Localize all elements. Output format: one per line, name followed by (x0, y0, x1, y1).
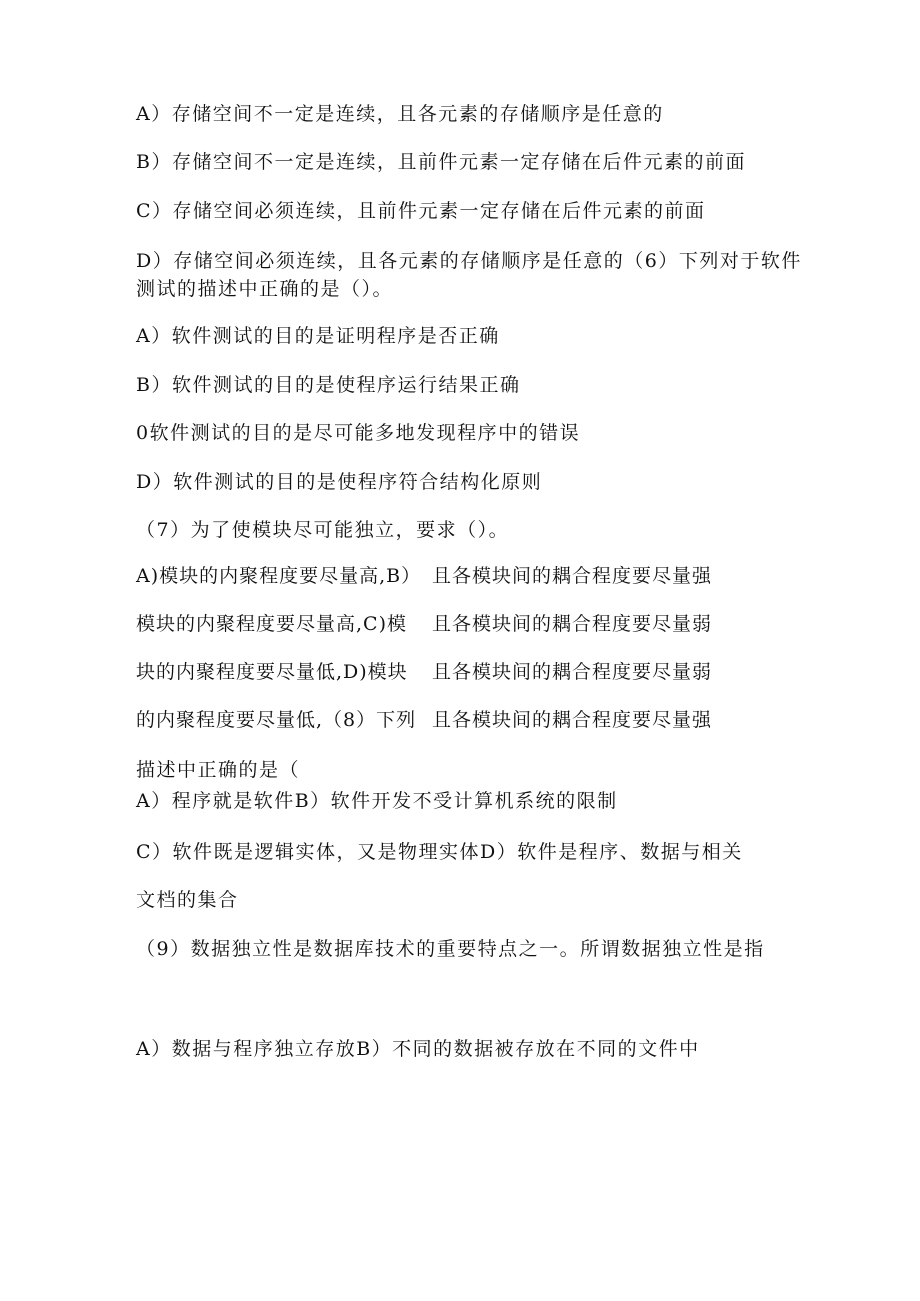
q7-right-line-3: 且各模块间的耦合程度要尽量弱 (432, 661, 713, 683)
question-8-continuation: 描述中正确的是（ (136, 759, 301, 781)
option-b-line: B）存储空间不一定是连续，且前件元素一定存储在后件元素的前面 (136, 151, 746, 173)
q7-right-line-1: 且各模块间的耦合程度要尽量强 (432, 565, 713, 587)
q6-option-c: 0软件测试的目的是尽可能多地发现程序中的错误 (136, 422, 581, 444)
q8-options-cd: C）软件既是逻辑实体，又是物理实体D）软件是程序、数据与相关 (136, 841, 743, 863)
q9-options-ab: A）数据与程序独立存放B）不同的数据被存放在不同的文件中 (136, 1038, 700, 1060)
q8-option-d-continuation: 文档的集合 (136, 889, 239, 911)
q7-right-line-4: 且各模块间的耦合程度要尽量强 (432, 709, 713, 731)
q8-options-ab: A）程序就是软件B）软件开发不受计算机系统的限制 (136, 790, 618, 812)
q6-option-b: B）软件测试的目的是使程序运行结果正确 (136, 374, 521, 396)
q7-left-line-1: A)模块的内聚程度要尽量高,B） (136, 565, 422, 587)
q7-right-line-2: 且各模块间的耦合程度要尽量弱 (432, 613, 713, 635)
option-a-line: A）存储空间不一定是连续，且各元素的存储顺序是任意的 (136, 103, 664, 125)
option-d-line-with-question-6: D）存储空间必须连续，且各元素的存储顺序是任意的（6）下列对于软件 (136, 250, 802, 272)
question-6-continuation: 测试的描述中正确的是（）。 (136, 278, 394, 300)
option-c-line: C）存储空间必须连续，且前件元素一定存储在后件元素的前面 (136, 200, 706, 222)
q7-left-line-3: 块的内聚程度要尽量低,D)模块 (136, 661, 408, 683)
q7-left-line-4: 的内聚程度要尽量低,（8）下列 (136, 709, 417, 731)
q6-option-d: D）软件测试的目的是使程序符合结构化原则 (136, 471, 543, 493)
question-9: （9）数据独立性是数据库技术的重要特点之一。所谓数据独立性是指 (136, 938, 765, 960)
q6-option-a: A）软件测试的目的是证明程序是否正确 (136, 325, 500, 347)
q7-left-line-2: 模块的内聚程度要尽量高,C)模 (136, 613, 407, 635)
question-7: （7）为了使模块尽可能独立，要求（）。 (136, 519, 510, 541)
